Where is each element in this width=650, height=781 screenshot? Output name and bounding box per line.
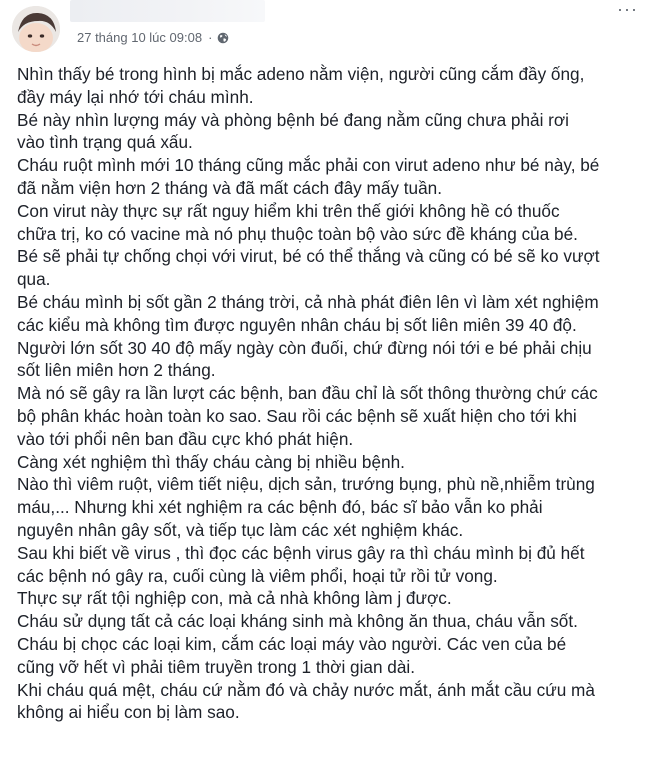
post-paragraph: Nào thì viêm ruột, viêm tiết niệu, dịch sản, trướng bụng, phù nề,nhiễm trùng máu,... Nhưng khi xét nghiệm ra các bệnh đó, bác sĩ bảo vẫn ko phải nguyên nhân gây sốt, và tiếp tục làm các xét nghiệm khác. [17,474,595,540]
post-paragraph: Sau khi biết về virus , thì đọc các bệnh virus gây ra thì cháu mình bị đủ hết các bệnh nó gây ra, cuối cùng là viêm phổi, hoại tử rồi tử vong. [17,542,585,586]
post-paragraph: Cháu ruột mình mới 10 tháng cũng mắc phải con virut adeno như bé này, bé đã nằm viện hơn 2 tháng và đã mất cách đây mấy tuần. [17,155,600,198]
post-paragraph: Bé cháu mình bị sốt gần 2 tháng trời, cả nhà phát điên lên vì làm xét nghiệm các kiểu mà không tìm được nguyên nhân cháu bị sốt liên miên 39 40 độ. [17,291,599,335]
post-header [0,0,650,58]
avatar[interactable] [12,6,60,52]
more-options-icon[interactable]: ··· [617,0,638,19]
post-paragraph: Cháu sử dụng tất cả các loại kháng sinh mà không ăn thua, cháu vẫn sốt. [17,611,578,632]
globe-icon[interactable] [217,32,229,44]
post-paragraph: Càng xét nghiệm thì thấy cháu càng bị nhiều bệnh. [17,451,405,472]
author-name-redacted [70,0,265,22]
meta-separator: · [208,30,213,45]
post-paragraph: Nhìn thấy bé trong hình bị mắc adeno nằm viện, người cũng cắm đầy ống, đầy máy lại nhớ tới cháu mình. [17,64,585,107]
post-paragraph: Bé sẽ phải tự chống chọi với virut, bé có thể thắng và cũng có bé sẽ ko vượt qua. [17,246,600,290]
post-paragraph: Mà nó sẽ gây ra lần lượt các bệnh, ban đầu chỉ là sốt thông thường chứ các bộ phân khác hoàn toàn ko sao. Sau rồi các bệnh sẽ xuất hiện cho tới khi vào tới phổi nên ban đầu cực khó phát hiện. [17,383,598,449]
post-paragraph: Con virut này thực sự rất nguy hiểm khi trên thế giới không hề có thuốc chữa trị, ko có vacine mà nó phụ thuộc toàn bộ vào sức đề kháng của bé. [17,200,578,244]
post-paragraph: Khi cháu quá mệt, cháu cứ nằm đó và chảy nước mắt, ánh mắt cầu cứu mà không ai hiểu con bị làm sao. [17,679,595,723]
post-body [17,63,642,724]
post-timestamp[interactable]: 27 tháng 10 lúc 09:08 [77,30,203,45]
post-paragraph: Cháu bị chọc các loại kim, cắm các loại máy vào người. Các ven của bé cũng vỡ hết vì phải tiêm truyền trong 1 thời gian dài. [17,633,567,677]
post-paragraph: Bé này nhìn lượng máy và phòng bệnh bé đang nằm cũng chưa phải rơi vào tình trạng quá xấu. [17,109,569,153]
avatar-image [12,6,60,52]
post-paragraph: Người lớn sốt 30 40 độ mấy ngày còn đuối, chứ đừng nói tới e bé phải chịu sốt liên miên hơn 2 tháng. [17,337,592,381]
post-meta [77,30,229,45]
post-paragraph: Thực sự rất tội nghiệp con, mà cả nhà không làm j được. [17,588,452,609]
